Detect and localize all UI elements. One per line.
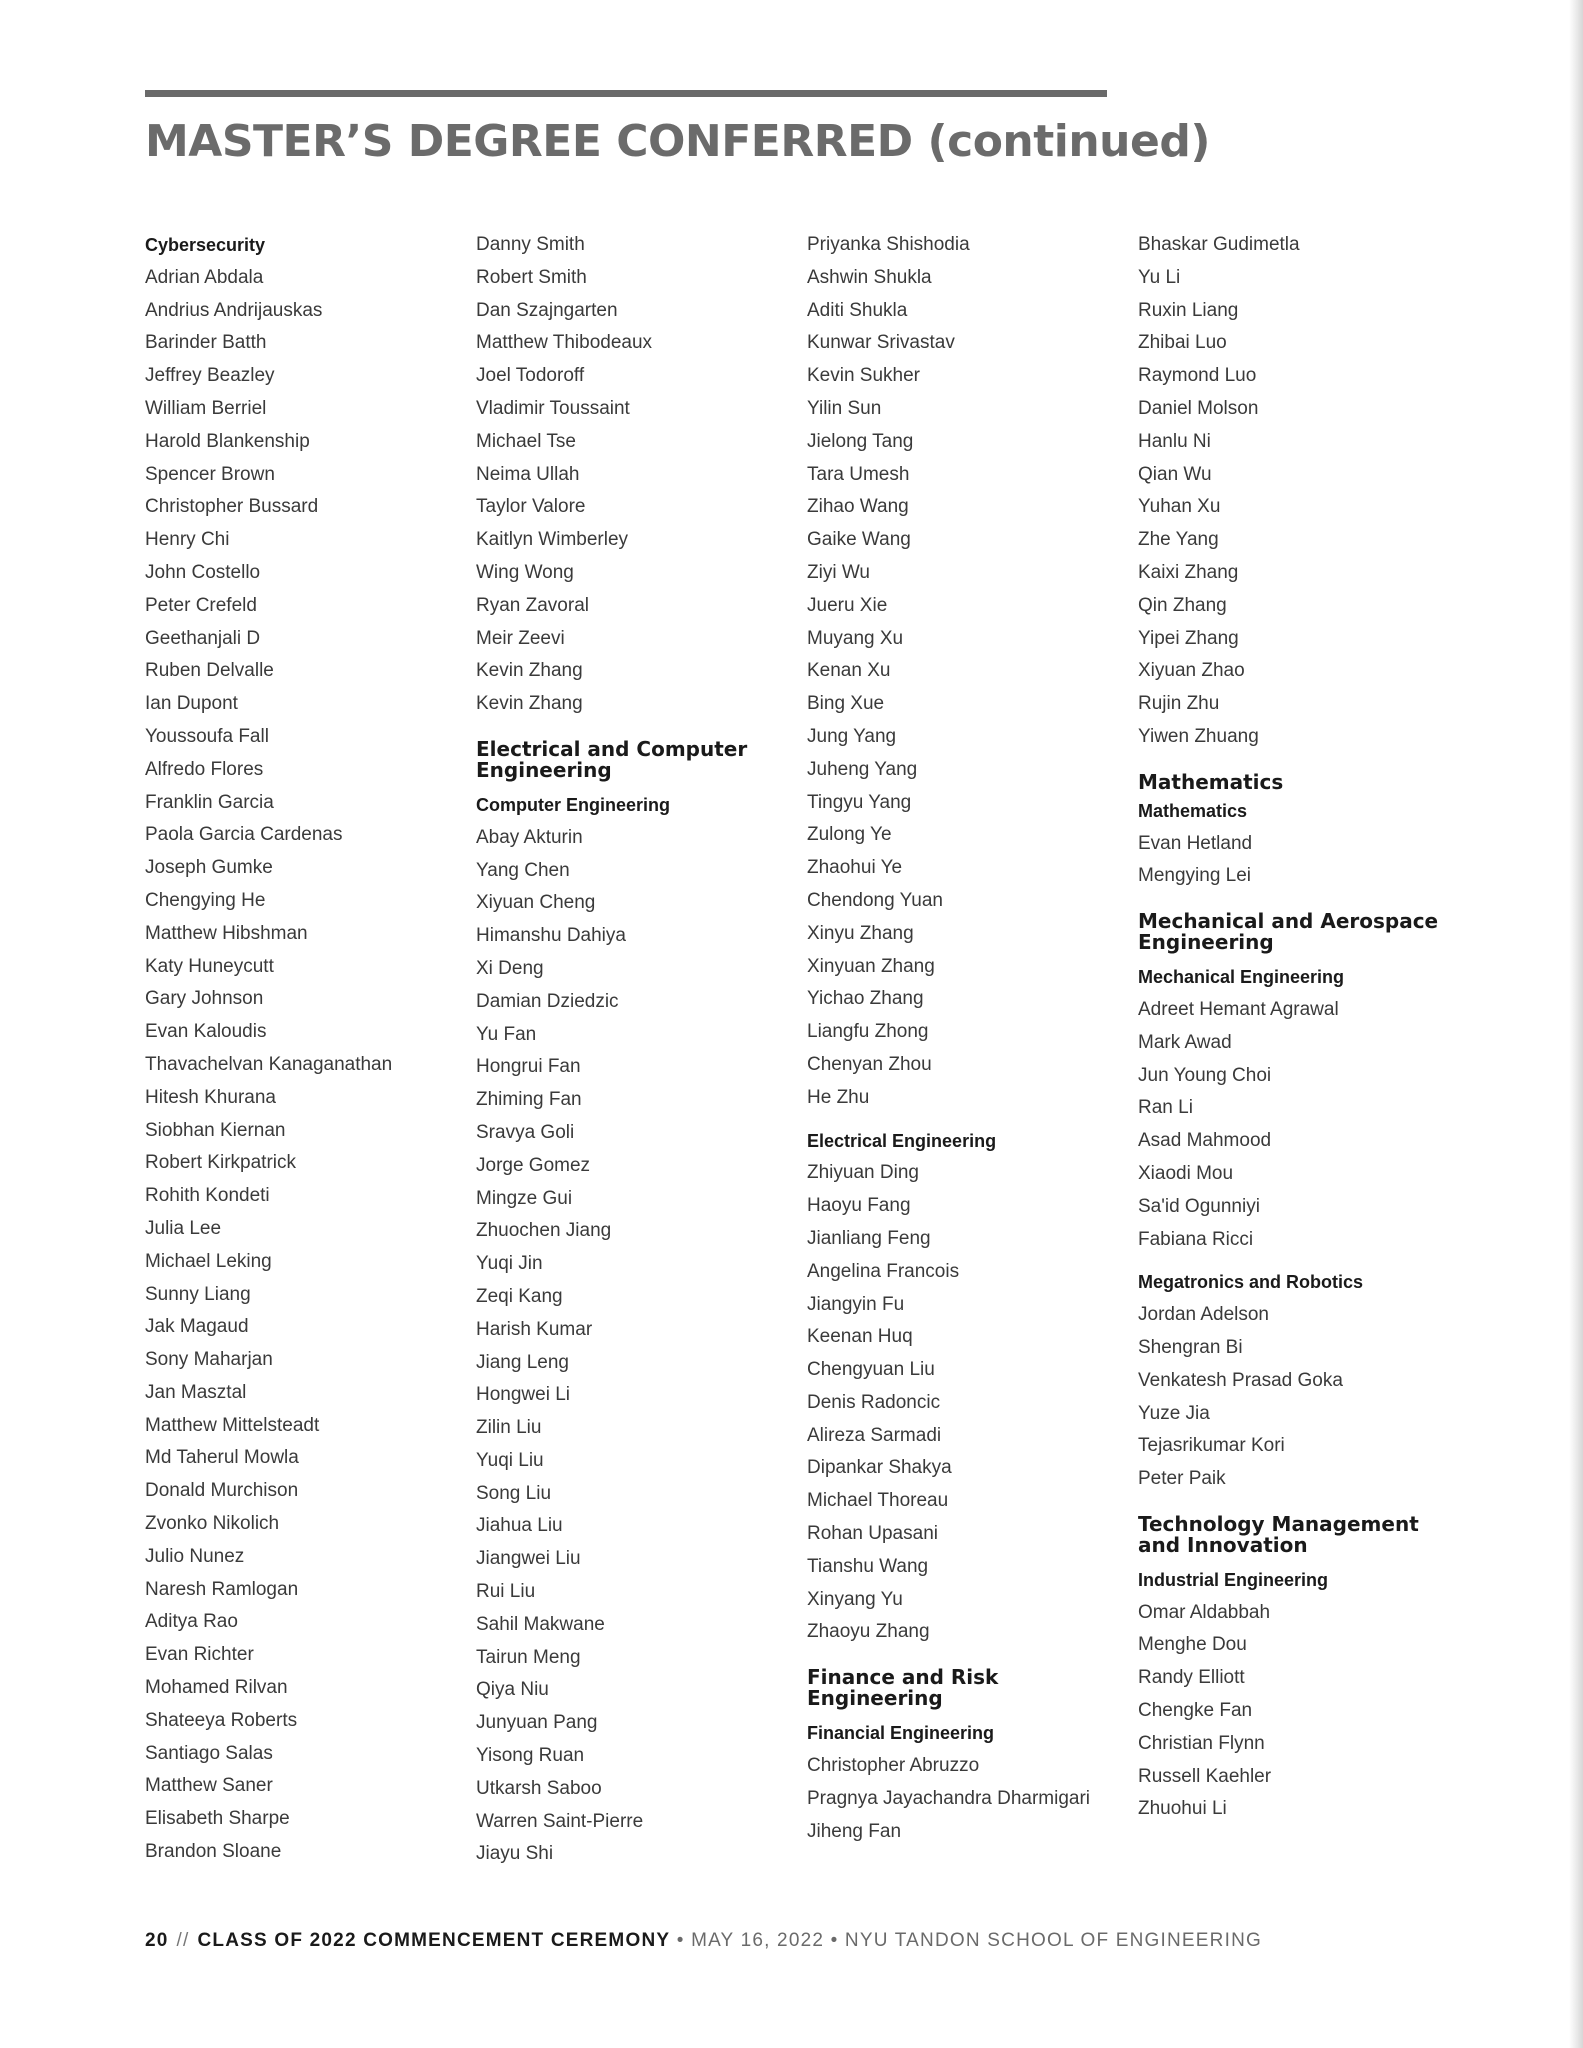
graduate-name: Xinyu Zhang	[807, 922, 914, 944]
graduate-name: Bhaskar Gudimetla	[1138, 234, 1300, 255]
graduate-name: Adreet Hemant Agrawal	[1138, 998, 1339, 1020]
graduate-name: Barinder Batth	[145, 332, 267, 354]
graduate-name: Daniel Molson	[1138, 397, 1259, 419]
program-heading: Financial Engineering	[807, 1723, 995, 1744]
graduate-name: Peter Paik	[1138, 1468, 1226, 1490]
graduate-name: Priyanka Shishodia	[807, 234, 970, 255]
graduate-name: Qiya Niu	[476, 1679, 549, 1701]
graduate-name: Sravya Goli	[476, 1121, 575, 1143]
graduate-name: Chendong Yuan	[807, 889, 943, 911]
graduate-name: Aditya Rao	[145, 1611, 238, 1633]
graduate-name: Junyuan Pang	[476, 1712, 598, 1734]
graduate-name: Pragnya Jayachandra Dharmigari	[807, 1787, 1091, 1809]
name-column-2	[476, 229, 796, 1871]
graduate-name: Gary Johnson	[145, 988, 264, 1010]
graduate-name: Alireza Sarmadi	[807, 1424, 942, 1446]
graduate-name: Alfredo Flores	[145, 758, 264, 780]
graduate-name: Jianliang Feng	[807, 1227, 931, 1249]
program-heading: Industrial Engineering	[1138, 1569, 1329, 1590]
graduate-name: Zhibai Luo	[1138, 332, 1227, 354]
department-heading: Mathematics	[1138, 769, 1284, 794]
graduate-name: Yuqi Jin	[476, 1253, 543, 1275]
graduate-name: Taylor Valore	[476, 496, 586, 518]
graduate-name: Shateeya Roberts	[145, 1709, 298, 1731]
graduate-name: Randy Elliott	[1138, 1667, 1245, 1689]
graduate-name: Omar Aldabbah	[1138, 1601, 1271, 1623]
graduate-name: Mark Awad	[1138, 1031, 1232, 1053]
graduate-name: Kevin Zhang	[476, 660, 583, 682]
graduate-name: Jun Young Choi	[1138, 1064, 1272, 1086]
page-edge-shadow	[1569, 0, 1583, 2048]
graduate-name: Donald Murchison	[145, 1480, 299, 1502]
graduate-name: Gaike Wang	[807, 529, 911, 551]
graduate-name: He Zhu	[807, 1086, 870, 1108]
graduate-name: Peter Crefeld	[145, 594, 257, 616]
graduate-name: Ran Li	[1138, 1097, 1193, 1119]
graduate-name: Juheng Yang	[807, 758, 918, 780]
department-heading: Finance and Risk Engineering	[807, 1665, 999, 1711]
graduate-name: Shengran Bi	[1138, 1336, 1243, 1358]
graduate-name: Rujin Zhu	[1138, 693, 1220, 715]
graduate-name: Henry Chi	[145, 529, 230, 551]
graduate-name: Vladimir Toussaint	[476, 397, 630, 419]
graduate-name: Zeqi Kang	[476, 1285, 563, 1307]
graduate-name: Ryan Zavoral	[476, 594, 589, 616]
graduate-name: Spencer Brown	[145, 463, 275, 485]
graduate-name: Evan Richter	[145, 1644, 254, 1666]
graduate-name: Zvonko Nikolich	[145, 1513, 280, 1535]
graduate-name: Xinyang Yu	[807, 1588, 903, 1610]
graduate-name: Jiayu Shi	[476, 1843, 554, 1865]
graduate-name: Santiago Salas	[145, 1742, 273, 1764]
program-heading: Cybersecurity	[145, 235, 266, 255]
graduate-name: Ziyi Wu	[807, 561, 870, 583]
department-heading: Mechanical and Aerospace Engineering	[1138, 909, 1439, 955]
graduate-name: Naresh Ramlogan	[145, 1578, 299, 1600]
graduate-name: Jiang Leng	[476, 1351, 569, 1373]
graduate-name: Harold Blankenship	[145, 430, 310, 452]
name-column-3	[807, 229, 1127, 1848]
graduate-name: Hitesh Khurana	[145, 1086, 276, 1108]
graduate-name: Yang Chen	[476, 859, 570, 881]
graduate-name: Meir Zeevi	[476, 627, 565, 649]
graduate-name: Jiangyin Fu	[807, 1293, 905, 1315]
section-gap	[1138, 1256, 1458, 1266]
graduate-name: Elisabeth Sharpe	[145, 1808, 290, 1830]
graduate-name: Chengke Fan	[1138, 1700, 1253, 1722]
graduate-name: Zhiyuan Ding	[807, 1162, 919, 1184]
graduate-name: Xinyuan Zhang	[807, 955, 935, 977]
graduate-name: Yilin Sun	[807, 397, 882, 419]
graduate-name: Menghe Dou	[1138, 1634, 1247, 1656]
graduate-name: Kaixi Zhang	[1138, 561, 1239, 583]
graduate-name: Yuze Jia	[1138, 1402, 1210, 1424]
program-heading: Megatronics and Robotics	[1138, 1272, 1364, 1293]
graduate-name: Yisong Ruan	[476, 1745, 585, 1767]
graduate-name: Kenan Xu	[807, 660, 891, 682]
graduate-name: Song Liu	[476, 1482, 552, 1504]
graduate-name: Matthew Mittelsteadt	[145, 1414, 320, 1436]
graduate-name: Jak Magaud	[145, 1316, 249, 1338]
graduate-name: Christopher Bussard	[145, 496, 319, 518]
graduate-name: Geethanjali D	[145, 627, 261, 649]
graduate-name: Hongrui Fan	[476, 1056, 581, 1078]
graduate-name: Matthew Thibodeaux	[476, 332, 653, 354]
graduate-name: Bing Xue	[807, 693, 885, 715]
graduate-name: Matthew Saner	[145, 1775, 273, 1797]
graduate-name: Rohan Upasani	[807, 1523, 938, 1545]
graduate-name: Liangfu Zhong	[807, 1021, 929, 1043]
graduate-name: Rohith Kondeti	[145, 1185, 270, 1207]
graduate-name: Harish Kumar	[476, 1318, 593, 1340]
graduate-name: Chengying He	[145, 889, 266, 911]
graduate-name: Xiaodi Mou	[1138, 1162, 1234, 1184]
department-heading: Technology Management and Innovation	[1138, 1511, 1419, 1557]
program-heading: Computer Engineering	[476, 794, 671, 815]
footer-event-title: CLASS OF 2022 COMMENCEMENT CEREMONY	[197, 1930, 671, 1951]
graduate-name: John Costello	[145, 561, 261, 583]
graduate-name: Utkarsh Saboo	[476, 1777, 602, 1799]
graduate-name: Ian Dupont	[145, 693, 238, 715]
graduate-name: Siobhan Kiernan	[145, 1119, 286, 1141]
graduate-name: Sunny Liang	[145, 1283, 251, 1305]
graduate-name: Robert Smith	[476, 266, 587, 288]
graduate-name: Tara Umesh	[807, 463, 910, 485]
graduate-name: Zhaohui Ye	[807, 857, 903, 879]
graduate-name: Zhe Yang	[1138, 529, 1219, 551]
graduate-name: Hongwei Li	[476, 1384, 570, 1406]
graduate-name: Jiangwei Liu	[476, 1548, 581, 1570]
graduate-name: Paola Garcia Cardenas	[145, 824, 343, 846]
graduate-name: Chengyuan Liu	[807, 1359, 935, 1381]
graduate-name: Andrius Andrijauskas	[145, 299, 323, 321]
graduate-name: Abay Akturin	[476, 826, 583, 848]
graduate-name: Evan Kaloudis	[145, 1021, 267, 1043]
graduate-name: Brandon Sloane	[145, 1841, 282, 1863]
graduate-name: Michael Tse	[476, 430, 576, 452]
graduate-name: Tairun Meng	[476, 1646, 581, 1668]
graduate-name: Tejasrikumar Kori	[1138, 1435, 1285, 1457]
graduate-name: Mohamed Rilvan	[145, 1677, 288, 1699]
graduate-name: Raymond Luo	[1138, 365, 1257, 387]
graduate-name: Venkatesh Prasad Goka	[1138, 1369, 1343, 1391]
graduate-name: Yu Fan	[476, 1023, 537, 1045]
graduate-name: Haoyu Fang	[807, 1195, 911, 1217]
graduate-name: Md Taherul Mowla	[145, 1447, 299, 1469]
title-rule	[145, 90, 1107, 97]
graduate-name: Matthew Hibshman	[145, 922, 308, 944]
graduate-name: Wing Wong	[476, 561, 574, 583]
graduate-name: Jung Yang	[807, 725, 897, 747]
footer-separator: //	[176, 1930, 190, 1951]
graduate-name: Ashwin Shukla	[807, 266, 932, 288]
graduate-name: Neima Ullah	[476, 463, 580, 485]
graduate-name: Damian Dziedzic	[476, 990, 619, 1012]
graduate-name: Ruxin Liang	[1138, 299, 1239, 321]
graduate-name: Youssoufa Fall	[145, 725, 269, 747]
graduate-name: Fabiana Ricci	[1138, 1228, 1254, 1250]
graduate-name: Russell Kaehler	[1138, 1765, 1272, 1787]
graduate-name: Denis Radoncic	[807, 1391, 941, 1413]
graduate-name: Sa'id Ogunniyi	[1138, 1195, 1260, 1217]
page-footer	[145, 1930, 1262, 1952]
graduate-name: Kunwar Srivastav	[807, 332, 955, 354]
graduate-name: Jeffrey Beazley	[145, 365, 275, 387]
graduate-name: Christian Flynn	[1138, 1732, 1265, 1754]
graduate-name: Ruben Delvalle	[145, 660, 274, 682]
graduate-name: Zhiming Fan	[476, 1089, 582, 1111]
graduate-name: William Berriel	[145, 397, 267, 419]
section-gap	[807, 1115, 1127, 1125]
graduate-name: Katy Huneycutt	[145, 955, 274, 977]
graduate-name: Kevin Zhang	[476, 693, 583, 715]
graduate-name: Adrian Abdala	[145, 266, 264, 288]
graduate-name: Zhuohui Li	[1138, 1798, 1227, 1820]
page-number: 20	[145, 1930, 169, 1951]
graduate-name: Robert Kirkpatrick	[145, 1152, 296, 1174]
graduate-name: Himanshu Dahiya	[476, 925, 626, 947]
graduate-name: Muyang Xu	[807, 627, 904, 649]
graduate-name: Jan Masztal	[145, 1381, 247, 1403]
graduate-name: Franklin Garcia	[145, 791, 274, 813]
page-title: MASTER’S DEGREE CONFERRED (continued)	[145, 116, 1210, 167]
graduate-name: Tingyu Yang	[807, 791, 912, 813]
graduate-name: Yuqi Liu	[476, 1449, 544, 1471]
graduate-name: Xiyuan Cheng	[476, 892, 596, 914]
graduate-name: Kaitlyn Wimberley	[476, 529, 629, 551]
graduate-name: Jiheng Fan	[807, 1820, 902, 1842]
graduate-name: Julio Nunez	[145, 1545, 245, 1567]
graduate-name: Dipankar Shakya	[807, 1457, 952, 1479]
graduate-name: Jielong Tang	[807, 430, 914, 452]
graduate-name: Yiwen Zhuang	[1138, 725, 1259, 747]
graduate-name: Tianshu Wang	[807, 1555, 929, 1577]
graduate-name: Yipei Zhang	[1138, 627, 1239, 649]
graduate-name: Angelina Francois	[807, 1260, 960, 1282]
graduate-name: Hanlu Ni	[1138, 430, 1211, 452]
graduate-name: Qin Zhang	[1138, 594, 1227, 616]
graduate-name: Aditi Shukla	[807, 299, 908, 321]
graduate-name: Thavachelvan Kanaganathan	[145, 1053, 393, 1075]
graduate-name: Zihao Wang	[807, 496, 909, 518]
graduate-name: Yichao Zhang	[807, 988, 924, 1010]
graduate-name: Michael Leking	[145, 1250, 272, 1272]
graduate-name: Mengying Lei	[1138, 865, 1252, 887]
graduate-name: Danny Smith	[476, 234, 585, 255]
graduate-name: Evan Hetland	[1138, 832, 1253, 854]
graduate-name: Christopher Abruzzo	[807, 1755, 980, 1777]
name-column-4	[1138, 229, 1458, 1826]
graduate-name: Jueru Xie	[807, 594, 888, 616]
graduate-name: Rui Liu	[476, 1581, 536, 1603]
graduate-name: Qian Wu	[1138, 463, 1212, 485]
graduate-name: Asad Mahmood	[1138, 1130, 1272, 1152]
program-heading: Mechanical Engineering	[1138, 967, 1345, 988]
program-heading: Mathematics	[1138, 800, 1248, 821]
graduate-name: Xi Deng	[476, 957, 544, 979]
graduate-name: Joseph Gumke	[145, 857, 273, 879]
graduate-name: Zilin Liu	[476, 1417, 542, 1439]
name-column-1	[145, 229, 465, 1869]
graduate-name: Yuhan Xu	[1138, 496, 1221, 518]
graduate-name: Jiahua Liu	[476, 1515, 563, 1537]
graduate-name: Mingze Gui	[476, 1187, 573, 1209]
graduate-name: Sony Maharjan	[145, 1349, 273, 1371]
graduate-name: Zhuochen Jiang	[476, 1220, 612, 1242]
department-heading: Electrical and Computer Engineering	[476, 736, 748, 782]
graduate-name: Dan Szajngarten	[476, 299, 618, 321]
graduate-name: Jorge Gomez	[476, 1154, 591, 1176]
graduate-name: Zulong Ye	[807, 824, 892, 846]
graduate-name: Sahil Makwane	[476, 1613, 605, 1635]
program-heading: Electrical Engineering	[807, 1130, 997, 1151]
graduate-name: Michael Thoreau	[807, 1490, 949, 1512]
graduate-name: Kevin Sukher	[807, 365, 921, 387]
graduate-name: Warren Saint-Pierre	[476, 1810, 644, 1832]
graduate-name: Zhaoyu Zhang	[807, 1621, 930, 1643]
graduate-name: Xiyuan Zhao	[1138, 660, 1245, 682]
graduate-name: Joel Todoroff	[476, 365, 585, 387]
graduate-name: Jordan Adelson	[1138, 1304, 1269, 1326]
footer-date-school: • MAY 16, 2022 • NYU TANDON SCHOOL OF ENGINEERING	[676, 1930, 1262, 1951]
graduate-name: Yu Li	[1138, 266, 1181, 288]
graduate-name: Julia Lee	[145, 1217, 222, 1239]
graduate-name: Chenyan Zhou	[807, 1053, 932, 1075]
graduate-name: Keenan Huq	[807, 1326, 913, 1348]
